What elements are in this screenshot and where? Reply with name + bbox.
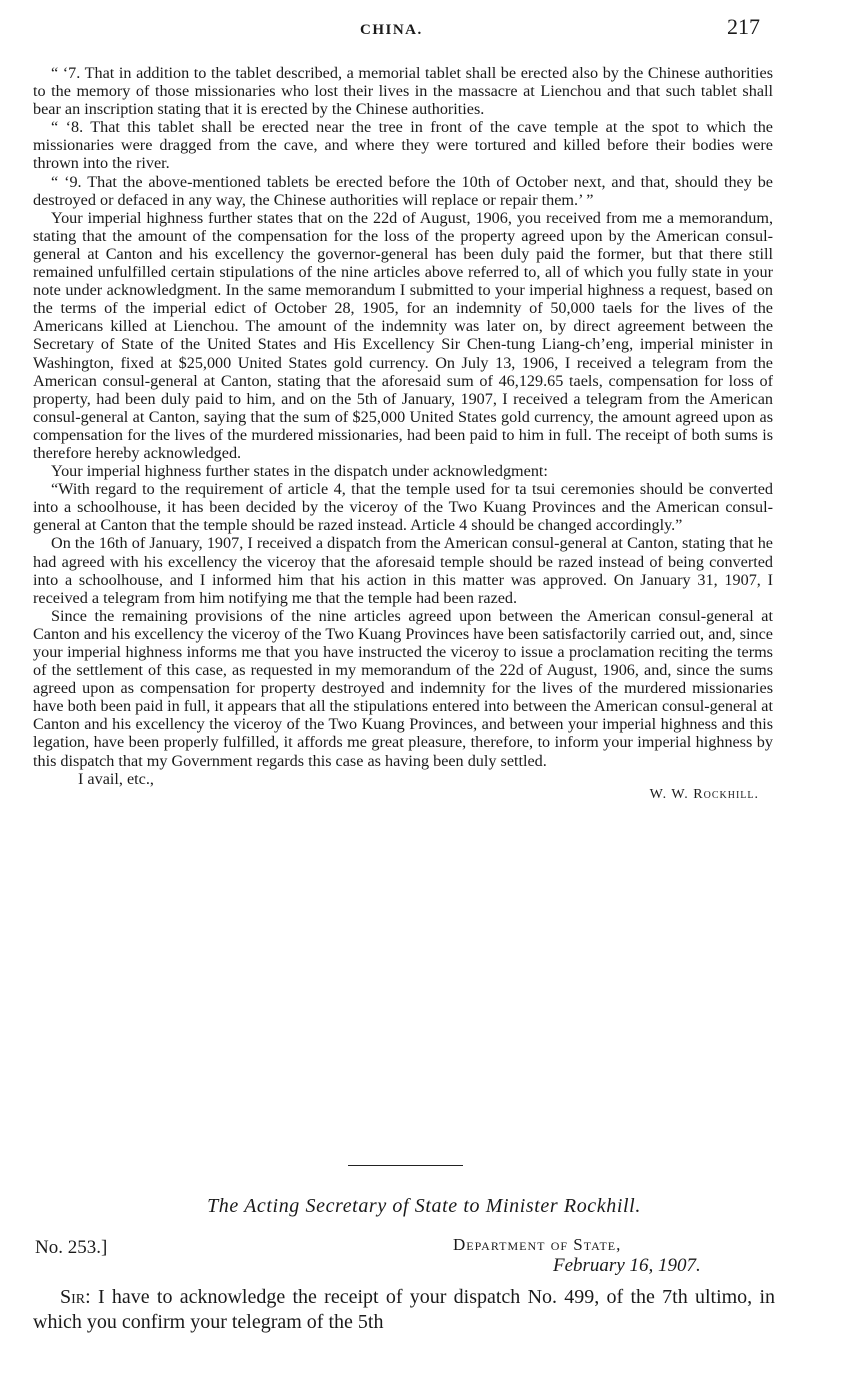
- letter-date: February 16, 1907.: [553, 1255, 701, 1276]
- dispatch-body: [33, 64, 773, 804]
- page-header: [0, 14, 848, 44]
- indemnity-paragraph: Your imperial highness further states that on the 22d of August, 1906, you received from me a memorandum, stating that the amount of the compensation for the loss of the property agreed upon by the American consul-general at Canton and his excellency the governor-general has been duly paid the former, but that there still remained unfulfilled certain stipulations of the nine articles above referred to, all of which you fully state in your note under acknowledgment. In the same memorandum I submitted to your imperial highness a request, based on the terms of the imperial edict of October 28, 1905, for an indemnity of 50,000 taels for the lives of the Americans killed at Lienchou. The amount of the indemnity was later on, by direct agreement between the Secretary of State of the United States and His Excellency Sir Chen-tung Liang-ch’eng, imperial minister in Washington, fixed at $25,000 United States gold currency. On July 13, 1906, I received a telegram from the American consul-general at Canton, stating that the aforesaid sum of 46,129.65 taels, compensation for loss of property, had been duly paid to him, and on the 5th of January, 1907, I received a telegram from the American consul-general at Canton, saying that the sum of $25,000 United States gold currency, the amount agreed upon as compensation for the lives of the murdered missionaries, had been paid to him in full. The receipt of both sums is therefore hereby acknowledged.: [33, 208, 773, 462]
- article-7-paragraph: “ ‘7. That in addition to the tablet described, a memorial tablet shall be erected also by the Chinese authorities to the memory of those missionaries who lost their lives in the massacre at Lienchou and that such tablet shall bear an inscription stating that it is erected by the Chinese authorities.: [33, 64, 773, 119]
- signature: W. W. Rockhill.: [649, 786, 759, 802]
- letter-opening-text: I have to acknowledge the receipt of your dispatch No. 499, of the 7th ultimo, in which you confirm your telegram of the 5th: [33, 1286, 775, 1333]
- article-8-paragraph: “ ‘8. That this tablet shall be erected near the tree in front of the cave temple at the spot to which the missionaries were dragged from the cave, and where they were tortured and killed before their bodies were thrown into the river.: [33, 118, 773, 173]
- temple-razed-paragraph: On the 16th of January, 1907, I received a dispatch from the American consul-general at Canton, stating that he had agreed with his excellency the viceroy that the aforesaid temple should be razed instead of being converted into a schoolhouse, and I informed him that his action in this matter was approved. On January 31, 1907, I received a telegram from him notifying me that the temple had been razed.: [33, 534, 773, 607]
- closing-line: I avail, etc.,: [78, 769, 154, 788]
- letter-body: [33, 1285, 775, 1335]
- salutation: Sir:: [60, 1286, 91, 1308]
- further-states-paragraph: Your imperial highness further states in the dispatch under acknowledgment:: [51, 462, 548, 481]
- letter-title: The Acting Secretary of State to Minister Rockhill.: [207, 1195, 641, 1217]
- running-title: CHINA.: [360, 22, 423, 38]
- article-9-paragraph: “ ‘9. That the above-mentioned tablets be erected before the 10th of October next, and that, should they be destroyed or defaced in any way, the Chinese authorities will replace or repair them.’ ”: [33, 172, 773, 209]
- department-heading: Department of State,: [453, 1235, 622, 1254]
- section-divider: [348, 1165, 463, 1166]
- settlement-paragraph: Since the remaining provisions of the nine articles agreed upon between the American consul-general at Canton and his excellency the viceroy of the Two Kuang Provinces have been satisfactorily carried out, and, since your imperial highness informs me that you have instructed the viceroy to issue a proclamation reciting the terms of the settlement of this case, as requested in my memorandum of the 22d of August, 1906, and, since the sums agreed upon as compensation for property destroyed and indemnity for the lives of the murdered missionaries have both been paid in full, it appears that all the stipulations entered into between the American consul-general at Canton and his excellency the viceroy of the Two Kuang Provinces, and between your imperial highness and this legation, have been properly fulfilled, it affords me great pleasure, therefore, to inform your imperial highness by this dispatch that my Government regards this case as having been duly settled.: [33, 606, 773, 770]
- page-number: 217: [727, 14, 760, 39]
- article-4-quote-paragraph: “With regard to the requirement of article 4, that the temple used for ta tsui ceremonies should be converted into a schoolhouse, it has been decided by the viceroy of the Two Kuang Provinces and the American consul-general at Canton that the temple should be razed instead. Article 4 should be changed accordingly.”: [33, 480, 773, 535]
- letter-opening-paragraph: [33, 1285, 775, 1335]
- dispatch-number: No. 253.]: [35, 1237, 108, 1258]
